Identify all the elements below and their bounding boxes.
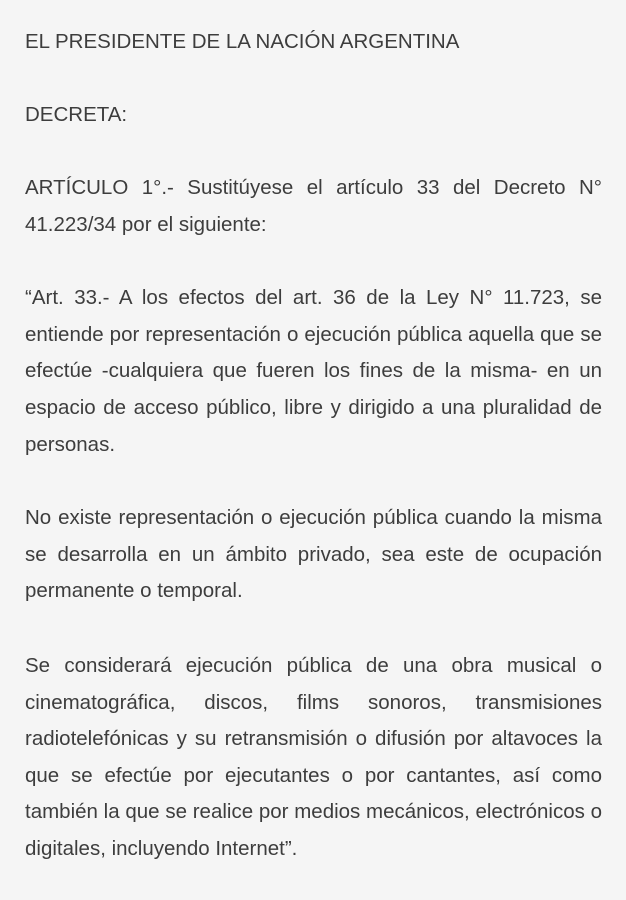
art33-paragraph-2: No existe representación o ejecución pública cuando la misma se desarrolla en un ámbito privado, sea este de ocupación permanente o temporal. — [25, 506, 602, 603]
art33-paragraph-1: “Art. 33.- A los efectos del art. 36 de la Ley N° 11.723, se entiende por representación o ejecución pública aquella que se efectúe -cualquiera que fueren los fines de la misma- en un espacio de acceso público, libre y dirigido a una pluralidad de personas. — [25, 286, 602, 456]
article-1-paragraph: ARTÍCULO 1°.- Sustitúyese el artículo 33 del Decreto N° 41.223/34 por el siguiente: — [25, 176, 602, 236]
decree-label: DECRETA: — [25, 103, 128, 126]
art33-paragraph-3: Se considerará ejecución pública de una obra musical o cinematográfica, discos, films sonoros, transmisiones radiotelefónicas y su retransmisión o difusión por altavoces la que se efectúe por ejecutantes o por cantantes, así como también la que se realice por medios mecánicos, electrónicos o digitales, incluyendo Internet”. — [25, 653, 602, 860]
issuer-header: EL PRESIDENTE DE LA NACIÓN ARGENTINA — [25, 30, 460, 53]
